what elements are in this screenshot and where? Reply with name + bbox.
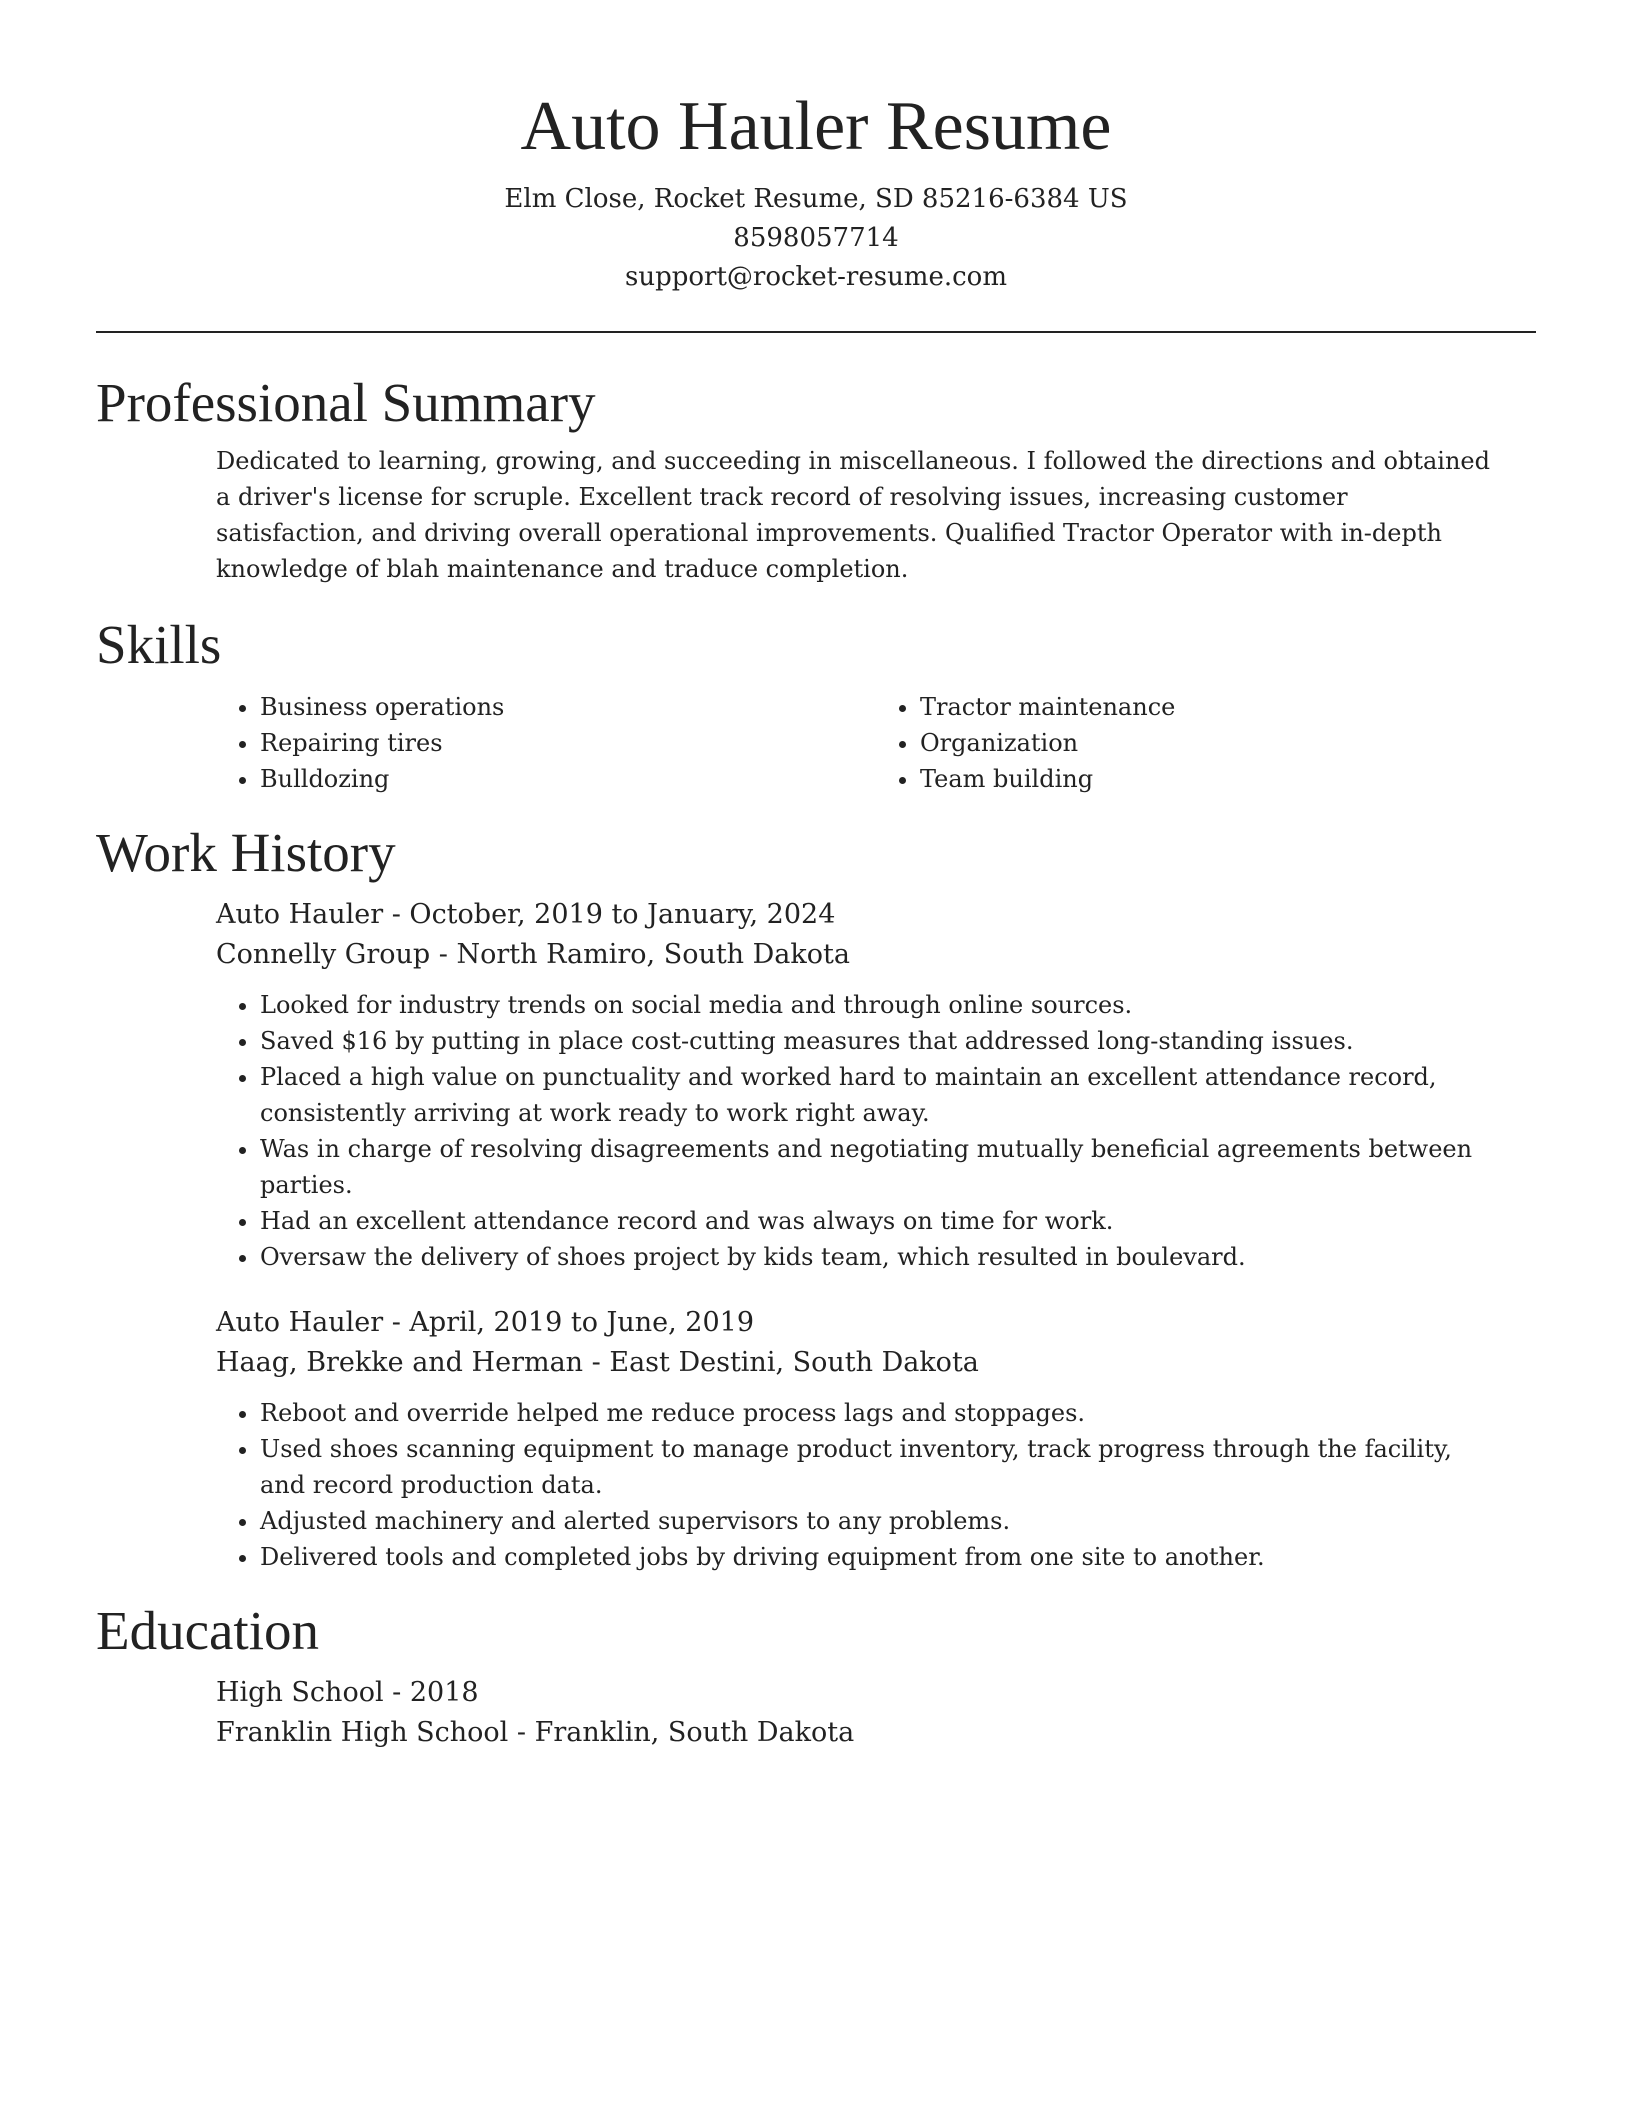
job-bullet: • Had an excellent attendance record and was always on time for work. (260, 1203, 1496, 1239)
job-bullet: • Used shoes scanning equipment to manage product inventory, track progress through the facility, and record production data. (260, 1431, 1496, 1503)
education-entry (216, 1673, 1536, 1753)
job-company-line (216, 1343, 1536, 1383)
job-bullet: • Adjusted machinery and alerted supervisors to any problems. (260, 1503, 1496, 1539)
job-bullet: • Looked for industry trends on social media and through online sources. (260, 987, 1496, 1023)
job-bullet: • Reboot and override helped me reduce process lags and stoppages. (260, 1395, 1496, 1431)
contact-block (96, 180, 1536, 297)
education-location: - Franklin, South Dakota (508, 1717, 855, 1748)
job-dates: - October, 2019 to January, 2024 (383, 899, 836, 930)
job-bullet: • Saved $16 by putting in place cost-cutting measures that addressed long-standing issues. (260, 1023, 1496, 1059)
skills-body (96, 689, 1536, 797)
job-title-line (216, 895, 1536, 935)
education-year: - 2018 (383, 1677, 479, 1708)
skill-item: • Team building (920, 761, 1536, 797)
job-bullets (216, 1395, 1536, 1575)
resume-title: Auto Hauler Resume (520, 88, 1112, 165)
job-bullet: • Placed a high value on punctuality and worked hard to maintain an excellent attendance record, consistently arriving at work ready to work right away. (260, 1059, 1496, 1131)
professional-summary-section (96, 371, 1536, 587)
skills-list-right (876, 689, 1536, 797)
job-dates: - April, 2019 to June, 2019 (383, 1307, 754, 1338)
skill-item: • Organization (920, 725, 1536, 761)
skill-item: • Bulldozing (260, 761, 876, 797)
resume-header (96, 0, 1536, 297)
header-divider (96, 331, 1536, 333)
job-bullet: • Delivered tools and completed jobs by driving equipment from one site to another. (260, 1539, 1496, 1575)
skills-section (96, 613, 1536, 797)
section-title-summary: Professional Summary (96, 372, 596, 433)
section-title-skills: Skills (96, 614, 222, 675)
summary-body (96, 443, 1536, 587)
job-entry (216, 1303, 1536, 1575)
education-degree: High School (216, 1677, 384, 1708)
job-location: - North Ramiro, South Dakota (430, 939, 850, 970)
work-history-body (96, 895, 1536, 1575)
job-company: Haag, Brekke and Herman (216, 1347, 584, 1378)
summary-text: Dedicated to learning, growing, and succeeding in miscellaneous. I followed the directions and obtained a driver's license for scruple. Excellent track record of resolving issues, increasing customer satisfaction, and driving overall operational improvements. Qualified Tractor Operator with in-depth knowledge of blah maintenance and traduce completion. (216, 447, 1490, 583)
education-section (96, 1599, 1536, 1753)
work-history-section (96, 821, 1536, 1575)
section-title-work-history: Work History (96, 822, 396, 883)
job-bullet: • Was in charge of resolving disagreements and negotiating mutually beneficial agreements between parties. (260, 1131, 1496, 1203)
education-school-line (216, 1713, 1536, 1753)
job-company: Connelly Group (216, 939, 431, 970)
contact-email: support@rocket-resume.com (624, 262, 1007, 292)
job-bullets (216, 987, 1536, 1275)
job-company-line (216, 935, 1536, 975)
contact-address: Elm Close, Rocket Resume, SD 85216-6384 US (504, 184, 1128, 214)
job-bullet: • Oversaw the delivery of shoes project by kids team, which resulted in boulevard. (260, 1239, 1496, 1275)
skill-item: • Tractor maintenance (920, 689, 1536, 725)
job-location: - East Destini, South Dakota (583, 1347, 979, 1378)
education-degree-line (216, 1673, 1536, 1713)
job-title: Auto Hauler (216, 899, 384, 930)
contact-phone: 8598057714 (733, 223, 899, 253)
section-title-education: Education (96, 1600, 319, 1661)
education-body (96, 1673, 1536, 1753)
skill-item: • Business operations (260, 689, 876, 725)
job-title: Auto Hauler (216, 1307, 384, 1338)
job-entry (216, 895, 1536, 1275)
skill-item: • Repairing tires (260, 725, 876, 761)
skills-grid (216, 689, 1536, 797)
education-school: Franklin High School (216, 1717, 509, 1748)
job-title-line (216, 1303, 1536, 1343)
skills-list-left (216, 689, 876, 797)
